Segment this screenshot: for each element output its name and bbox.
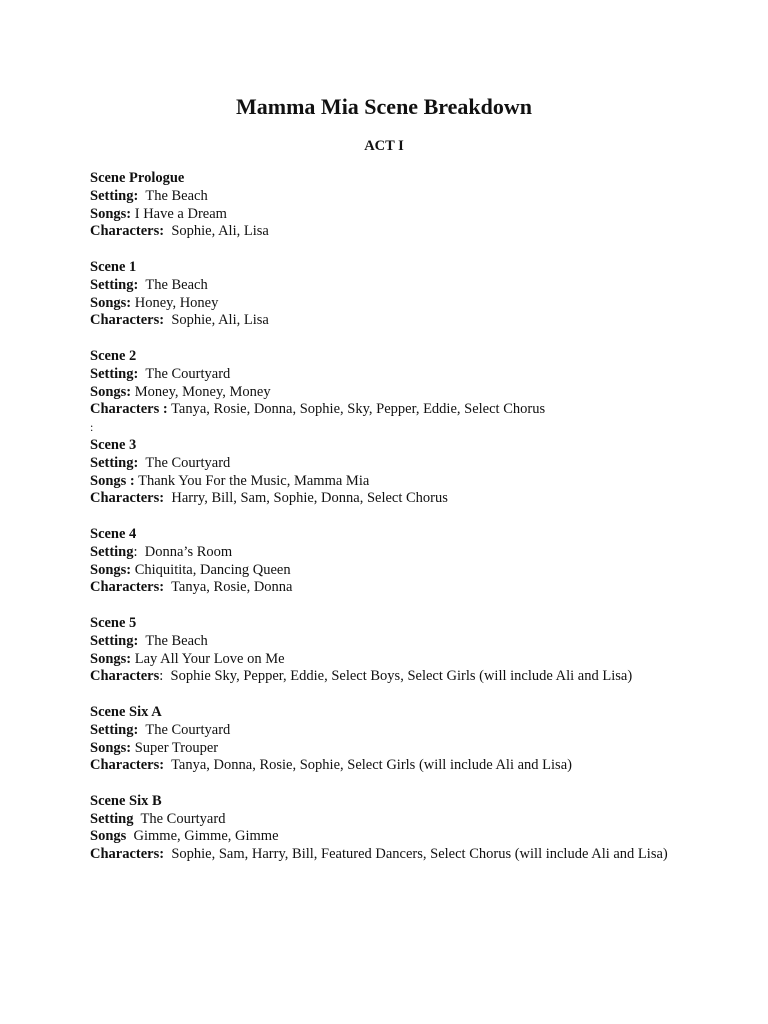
scene-characters [90, 223, 680, 241]
scene-characters [90, 490, 680, 508]
scene-songs [90, 295, 680, 313]
scene-block-6b [90, 793, 680, 864]
characters-label: Characters : [90, 401, 168, 418]
setting-label: Setting [90, 810, 134, 827]
songs-label: Songs: [90, 739, 132, 756]
scene-characters [90, 846, 680, 864]
characters-value: Sophie, Ali, Lisa [164, 312, 269, 329]
scene-heading: Scene 5 [90, 614, 137, 631]
characters-label: Characters: [90, 757, 165, 774]
characters-value: Tanya, Rosie, Donna, Sophie, Sky, Pepper, Eddie, Select Chorus [167, 401, 546, 418]
setting-value: The Courtyard [138, 721, 231, 738]
songs-value: Money, Money, Money [131, 383, 271, 400]
characters-label: Characters: [90, 223, 165, 240]
songs-value: Lay All Your Love on Me [131, 650, 285, 667]
scene-block-2 [90, 348, 680, 437]
scene-heading: Scene 4 [90, 525, 137, 542]
songs-value: I Have a Dream [131, 205, 227, 222]
scene-songs [90, 206, 680, 224]
scene-list [90, 170, 680, 882]
scene-characters [90, 401, 680, 419]
songs-value: Chiquitita, Dancing Queen [131, 561, 291, 578]
scene-setting [90, 544, 680, 562]
setting-value: The Beach [138, 276, 208, 293]
characters-label: Characters: [90, 490, 165, 507]
songs-label: Songs : [90, 472, 135, 489]
scene-heading: Scene Six B [90, 792, 162, 809]
setting-label: Setting: [90, 276, 139, 293]
scene-heading: Scene Prologue [90, 170, 185, 186]
songs-label: Songs: [90, 383, 132, 400]
characters-label: Characters: [90, 312, 165, 329]
scene-heading: Scene 2 [90, 347, 137, 364]
characters-value: Tanya, Donna, Rosie, Sophie, Select Girls (will include Ali and Lisa) [164, 757, 572, 774]
setting-label: Setting: [90, 187, 139, 204]
scene-setting [90, 366, 680, 384]
act-heading: ACT I [364, 138, 404, 154]
setting-value: The Beach [138, 187, 208, 204]
songs-label: Songs: [90, 294, 132, 311]
setting-value: The Courtyard [138, 365, 231, 382]
songs-value: Thank You For the Music, Mamma Mia [134, 472, 370, 489]
scene-setting [90, 455, 680, 473]
scene-songs [90, 651, 680, 669]
songs-value: Gimme, Gimme, Gimme [126, 828, 279, 845]
setting-value: The Beach [138, 632, 208, 649]
scene-characters [90, 757, 680, 775]
scene-setting [90, 188, 680, 206]
scene-characters [90, 579, 680, 597]
songs-label: Songs: [90, 561, 132, 578]
scene-block-5 [90, 615, 680, 686]
characters-label: Characters: [90, 579, 165, 596]
characters-label: Characters [90, 668, 160, 685]
scene-setting [90, 722, 680, 740]
setting-value: The Courtyard [138, 454, 231, 471]
characters-value: Sophie, Ali, Lisa [164, 223, 269, 240]
setting-label: Setting: [90, 365, 139, 382]
songs-value: Honey, Honey [131, 294, 219, 311]
characters-value: Harry, Bill, Sam, Sophie, Donna, Select Chorus [164, 490, 448, 507]
setting-label: Setting: [90, 721, 139, 738]
characters-value: : Sophie Sky, Pepper, Eddie, Select Boys, Select Girls (will include Ali and Lisa) [159, 668, 633, 685]
scene-heading: Scene 1 [90, 258, 137, 275]
scene-block-3 [90, 437, 680, 508]
scene-heading: Scene 3 [90, 436, 137, 453]
songs-label: Songs: [90, 205, 132, 222]
scene-block-1 [90, 259, 680, 330]
songs-value: Super Trouper [131, 739, 219, 756]
scene-characters [90, 668, 680, 686]
scene-block-4 [90, 526, 680, 597]
characters-value: Tanya, Rosie, Donna [164, 579, 293, 596]
setting-label: Setting: [90, 632, 139, 649]
scene-setting [90, 277, 680, 295]
characters-label: Characters: [90, 846, 165, 863]
scene-setting [90, 811, 680, 829]
setting-value: : Donna’s Room [133, 543, 233, 560]
setting-label: Setting: [90, 454, 139, 471]
scene-songs [90, 740, 680, 758]
scene-songs [90, 828, 680, 846]
setting-label: Setting [90, 543, 134, 560]
scene-characters [90, 312, 680, 330]
scene-block-6a [90, 704, 680, 775]
scene-songs [90, 473, 680, 491]
characters-value: Sophie, Sam, Harry, Bill, Featured Dancers, Select Chorus (will include Ali and Lisa) [164, 846, 668, 863]
scene-songs [90, 384, 680, 402]
scene-block-prologue [90, 170, 680, 241]
scene-heading: Scene Six A [90, 703, 162, 720]
stray-colon: : [90, 420, 94, 435]
songs-label: Songs: [90, 650, 132, 667]
setting-value: The Courtyard [133, 810, 226, 827]
scene-songs [90, 562, 680, 580]
songs-label: Songs [90, 828, 127, 845]
scene-setting [90, 633, 680, 651]
document-title: Mamma Mia Scene Breakdown [236, 94, 532, 119]
